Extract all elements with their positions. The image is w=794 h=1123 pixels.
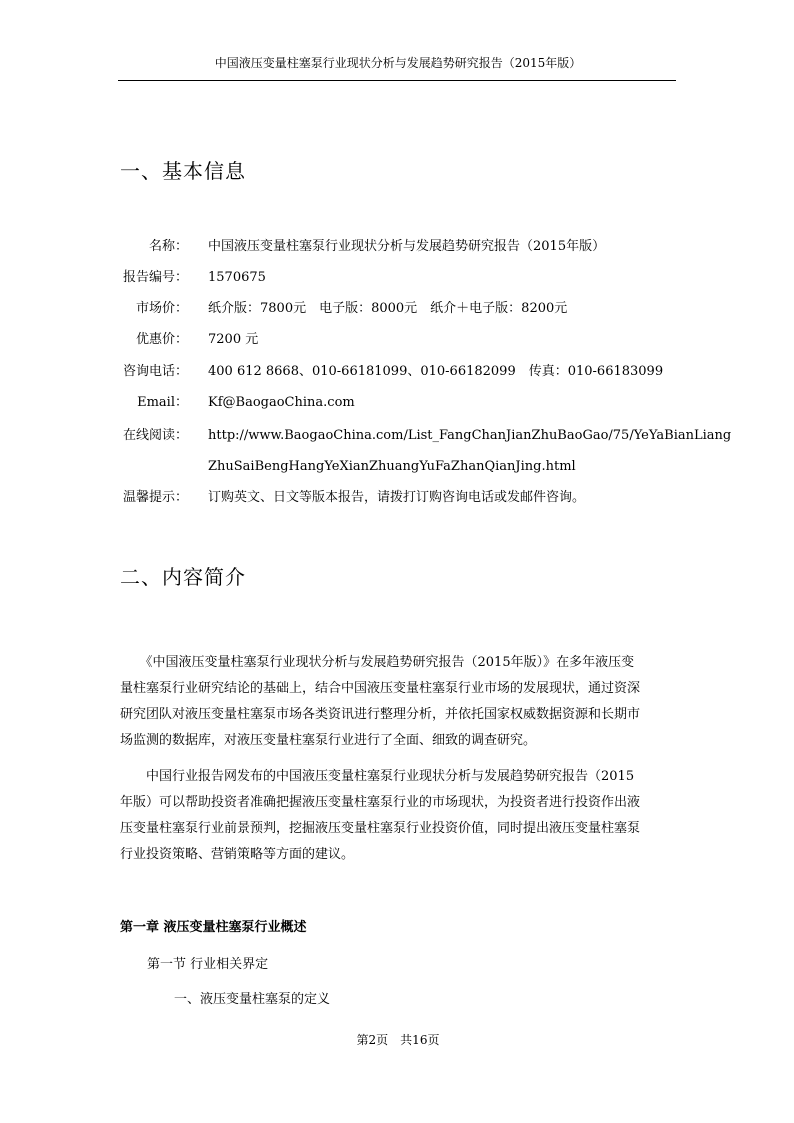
- paragraph-line: 场监测的数据库，对液压变量柱塞泵行业进行了全面、细致的调查研究。: [120, 733, 537, 748]
- info-value: 1570675: [208, 270, 266, 285]
- info-value: 纸介版：7800元 电子版：8000元 纸介＋电子版：8200元: [208, 301, 568, 316]
- toc-section-1: 第一节 行业相关界定: [147, 957, 269, 972]
- info-label: 优惠价：: [135, 332, 188, 347]
- info-label: 报告编号：: [122, 270, 188, 285]
- running-header: 中国液压变量柱塞泵行业现状分析与发展趋势研究报告（2015年版）: [214, 56, 582, 70]
- paragraph-line: 研究团队对液压变量柱塞泵市场各类资讯进行整理分析，并依托国家权威数据资源和长期市: [120, 707, 641, 722]
- info-label: 咨询电话：: [122, 364, 188, 379]
- online-reading-link[interactable]: http://www.BaogaoChina.com/List_FangChanJianZhuBaoGao/75/YeYaBianLiang: [208, 428, 732, 443]
- info-label: 名称：: [148, 239, 188, 254]
- paragraph-line: 量柱塞泵行业研究结论的基础上，结合中国液压变量柱塞泵行业市场的发展现状，通过资深: [120, 681, 641, 696]
- email-link[interactable]: Kf@BaogaoChina.com: [208, 395, 355, 410]
- paragraph-line: 压变量柱塞泵行业前景预判，挖掘液压变量柱塞泵行业投资价值，同时提出液压变量柱塞泵: [120, 821, 641, 836]
- info-value: 7200 元: [208, 332, 259, 347]
- toc-chapter-1: 第一章 液压变量柱塞泵行业概述: [120, 920, 307, 935]
- info-label: 温馨提示：: [122, 490, 188, 505]
- summary-paragraph-1: [120, 650, 676, 754]
- info-value: 400 612 8668、010-66181099、010-66182099 传真：010-66183099: [208, 364, 664, 379]
- page-number-footer: 第2页 共16页: [356, 1033, 440, 1047]
- section-title-basic-info: 一、基本信息: [120, 159, 246, 183]
- header-divider: [118, 80, 676, 81]
- paragraph-line: 行业投资策略、营销策略等方面的建议。: [120, 847, 355, 862]
- paragraph-line: 中国行业报告网发布的中国液压变量柱塞泵行业现状分析与发展趋势研究报告（2015: [120, 769, 635, 784]
- paragraph-line: 《中国液压变量柱塞泵行业现状分析与发展趋势研究报告（2015年版）》在多年液压变: [120, 655, 635, 670]
- info-value: 中国液压变量柱塞泵行业现状分析与发展趋势研究报告（2015年版）: [208, 239, 606, 254]
- summary-paragraph-2: [120, 764, 676, 868]
- toc-item-1: 一、液压变量柱塞泵的定义: [174, 992, 331, 1007]
- info-label: 市场价：: [135, 301, 188, 316]
- info-value: 订购英文、日文等版本报告，请拨打订购咨询电话或发邮件咨询。: [208, 490, 586, 505]
- info-label: 在线阅读：: [122, 428, 188, 443]
- section-title-summary: 二、内容简介: [120, 565, 246, 589]
- info-label: Email：: [137, 395, 188, 410]
- online-reading-link-continued[interactable]: ZhuSaiBengHangYeXianZhuangYuFaZhanQianJing.html: [208, 459, 576, 474]
- paragraph-line: 年版）可以帮助投资者准确把握液压变量柱塞泵行业的市场现状，为投资者进行投资作出液: [120, 795, 641, 810]
